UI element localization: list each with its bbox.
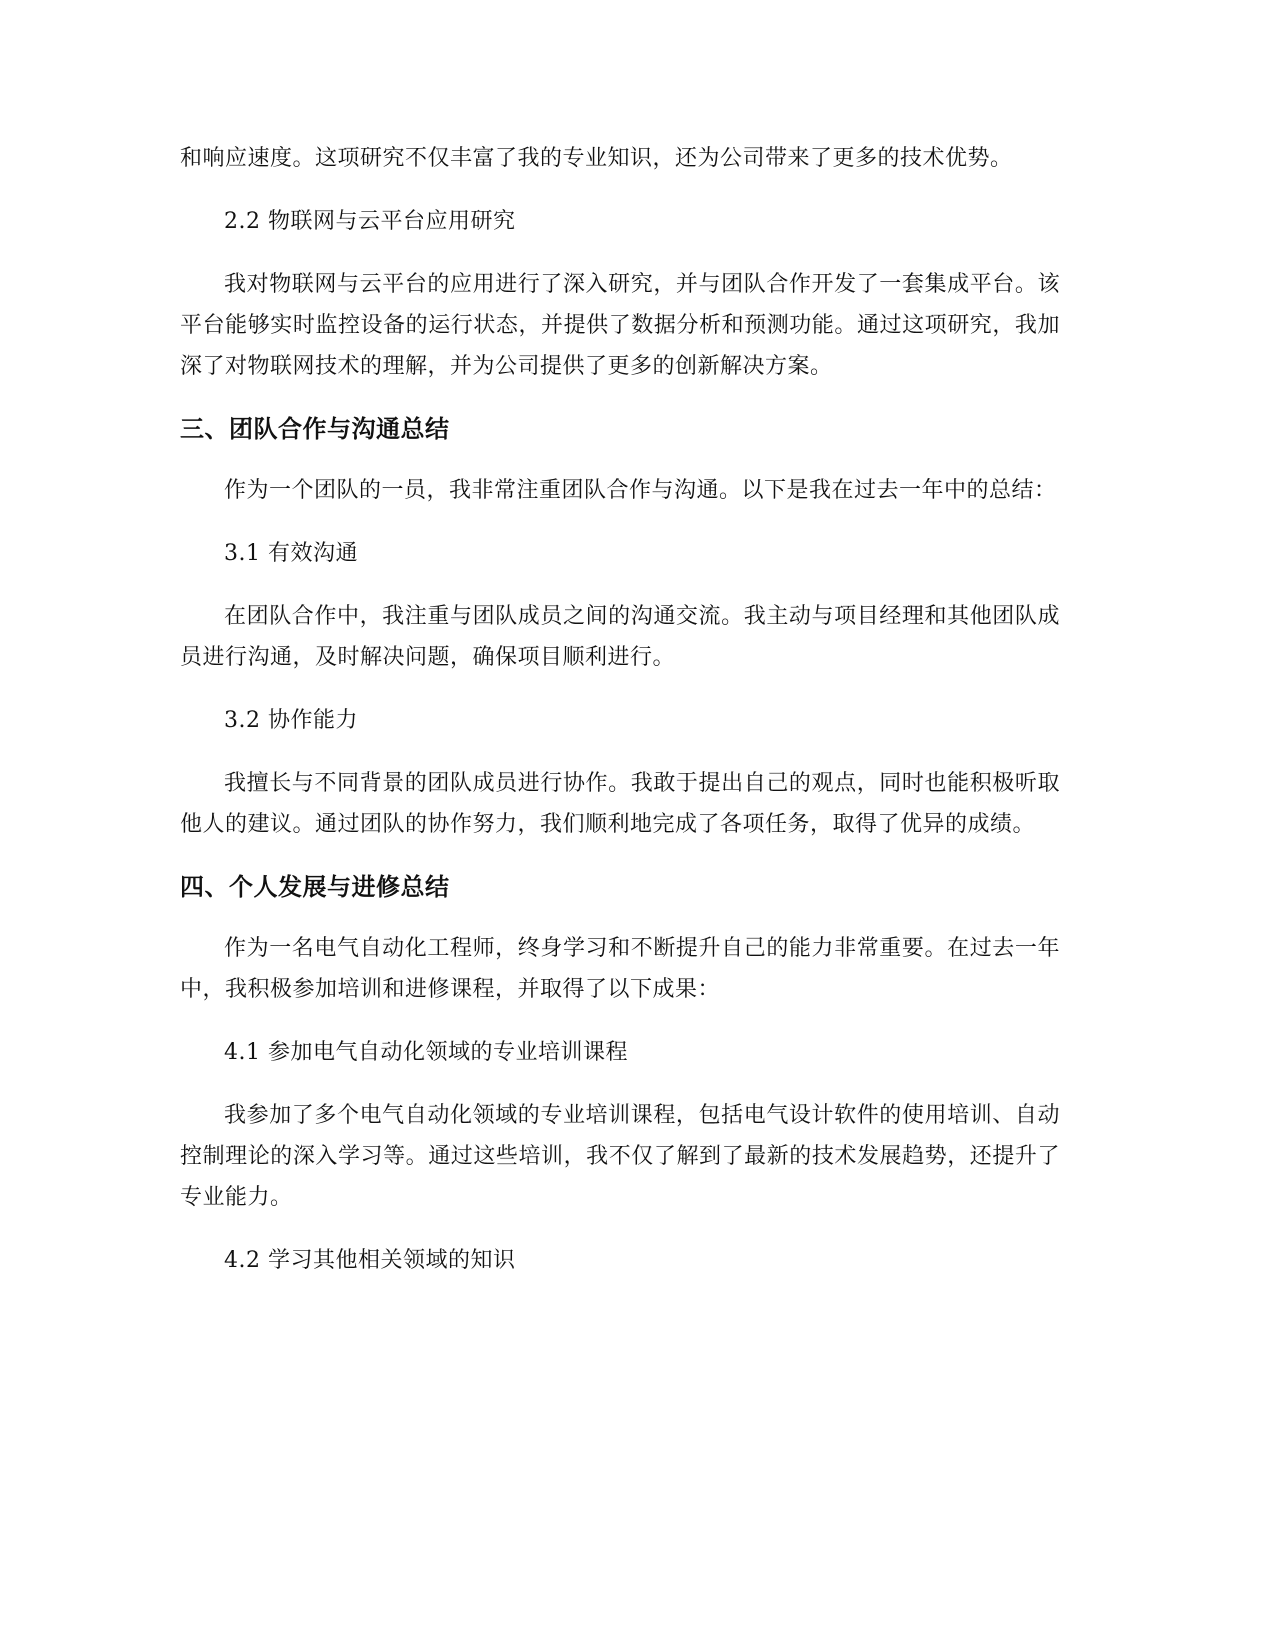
paragraph-team-intro: 作为一个团队的一员，我非常注重团队合作与沟通。以下是我在过去一年中的总结： bbox=[224, 478, 1057, 503]
paragraph-collaboration: 我擅长与不同背景的团队成员进行协作。我敢于提出自己的观点，同时也能积极听取他人的建议。通过团队的协作努力，我们顺利地完成了各项任务，取得了优异的成绩。 bbox=[180, 771, 1060, 837]
paragraph-communication: 在团队合作中，我注重与团队成员之间的沟通交流。我主动与项目经理和其他团队成员进行沟通，及时解决问题，确保项目顺利进行。 bbox=[180, 604, 1060, 670]
paragraph-iot-research: 我对物联网与云平台的应用进行了深入研究，并与团队合作开发了一套集成平台。该平台能够实时监控设备的运行状态，并提供了数据分析和预测功能。通过这项研究，我加深了对物联网技术的理解，并为公司提供了更多的创新解决方案。 bbox=[180, 272, 1060, 379]
section-heading-4: 四、个人发展与进修总结 bbox=[180, 873, 450, 901]
paragraph-continuation: 和响应速度。这项研究不仅丰富了我的专业知识，还为公司带来了更多的技术优势。 bbox=[180, 146, 1013, 171]
subheading-3-2: 3.2 协作能力 bbox=[224, 708, 358, 733]
paragraph-development-intro: 作为一名电气自动化工程师，终身学习和不断提升自己的能力非常重要。在过去一年中，我积极参加培训和进修课程，并取得了以下成果： bbox=[180, 936, 1060, 1002]
document-page bbox=[180, 138, 1060, 1303]
subheading-4-1: 4.1 参加电气自动化领域的专业培训课程 bbox=[224, 1040, 628, 1065]
subheading-3-1: 3.1 有效沟通 bbox=[224, 541, 358, 566]
paragraph-training: 我参加了多个电气自动化领域的专业培训课程，包括电气设计软件的使用培训、自动控制理论的深入学习等。通过这些培训，我不仅了解到了最新的技术发展趋势，还提升了专业能力。 bbox=[180, 1103, 1060, 1210]
section-heading-3: 三、团队合作与沟通总结 bbox=[180, 415, 450, 443]
subheading-4-2: 4.2 学习其他相关领域的知识 bbox=[224, 1248, 516, 1273]
subheading-2-2: 2.2 物联网与云平台应用研究 bbox=[224, 209, 516, 234]
